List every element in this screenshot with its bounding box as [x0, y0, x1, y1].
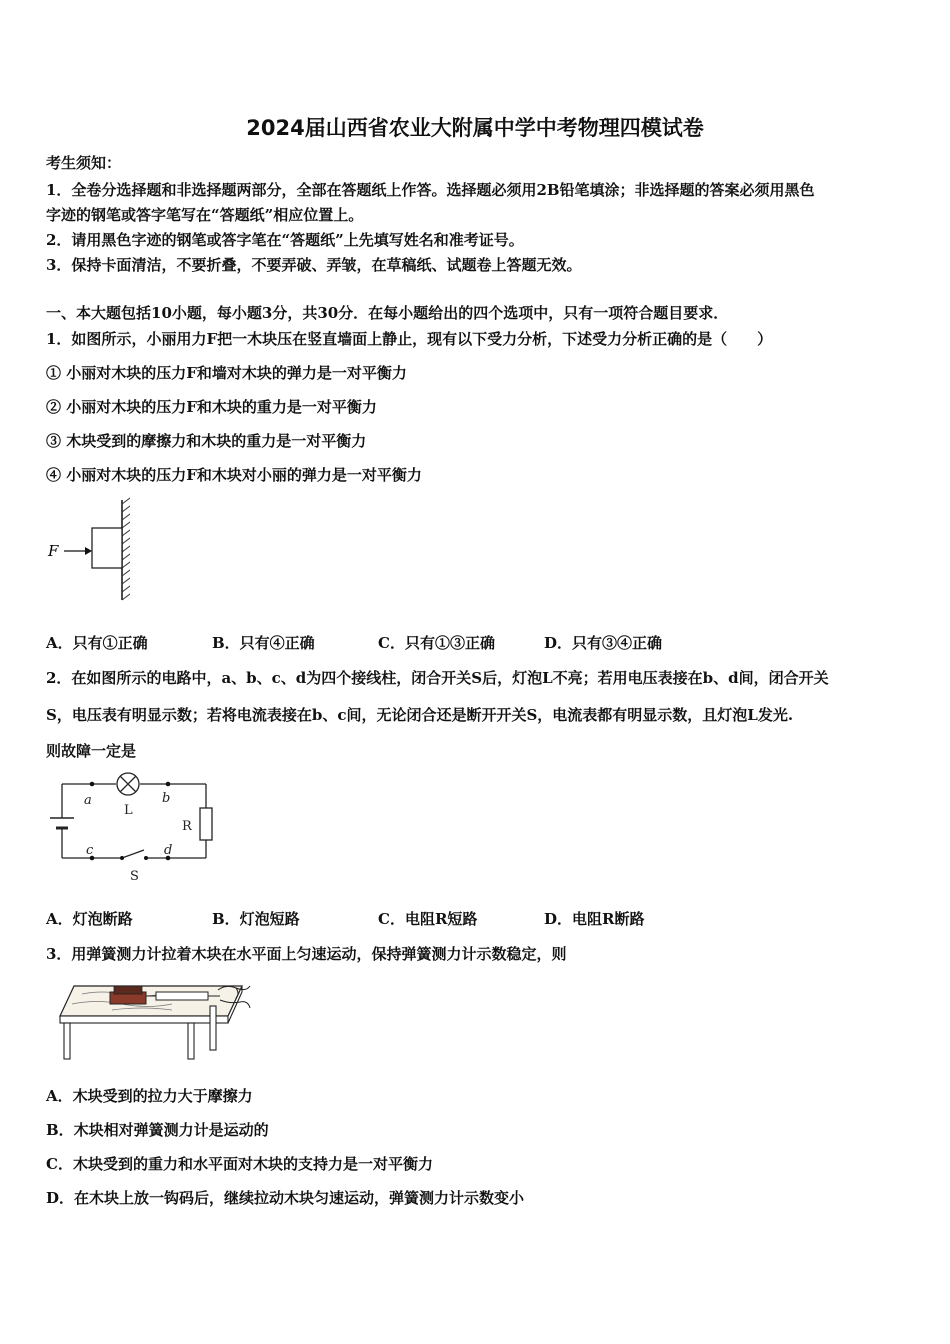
- q1-statement: ② 小丽对木块的压力F和木块的重力是一对平衡力: [46, 398, 377, 416]
- q3-option-b[interactable]: B．木块相对弹簧测力计是运动的: [46, 1121, 269, 1139]
- notice-item: 字迹的钢笔或答字笔写在“答题纸”相应位置上。: [46, 206, 364, 224]
- label-d: d: [164, 843, 173, 858]
- option-d[interactable]: D．电阻R断路: [544, 910, 645, 928]
- resistor-icon: [200, 808, 212, 840]
- q1-figure: [44, 496, 144, 604]
- label-c: c: [86, 843, 94, 858]
- q3-figure: [52, 976, 256, 1066]
- terminal-a: [90, 782, 95, 787]
- option-a[interactable]: A．只有①正确: [46, 634, 148, 652]
- option-b[interactable]: B．只有④正确: [212, 634, 315, 652]
- force-label: F: [48, 542, 59, 560]
- q2-circuit-figure: [44, 770, 216, 888]
- q1-statement: ③ 木块受到的摩擦力和木块的重力是一对平衡力: [46, 432, 367, 450]
- option-a[interactable]: A．灯泡断路: [46, 910, 133, 928]
- option-c[interactable]: C．电阻R短路: [378, 910, 478, 928]
- option-b[interactable]: B．灯泡短路: [212, 910, 300, 928]
- notice-item: 3．保持卡面清洁，不要折叠，不要弄破、弄皱，在草稿纸、试题卷上答题无效。: [46, 256, 582, 274]
- label-l: L: [124, 803, 133, 818]
- q1-stem: 1．如图所示，小丽用力F把一木块压在竖直墙面上静止，现有以下受力分析，下述受力分析正确的是（ ）: [46, 330, 773, 348]
- page-title: 2024届山西省农业大附属中学中考物理四模试卷: [246, 116, 704, 140]
- label-r: R: [182, 819, 192, 834]
- q3-option-c[interactable]: C．木块受到的重力和水平面对木块的支持力是一对平衡力: [46, 1155, 433, 1173]
- section-heading: 一、本大题包括10小题，每小题3分，共30分．在每小题给出的四个选项中，只有一项符合题目要求．: [46, 304, 729, 322]
- label-b: b: [162, 791, 171, 806]
- q1-statement: ④ 小丽对木块的压力F和木块对小丽的弹力是一对平衡力: [46, 466, 422, 484]
- q2-stem: 2．在如图所示的电路中，a、b、c、d为四个接线柱，闭合开关S后，灯泡L不亮；若用电压表接在b、d间，闭合开关: [46, 669, 829, 687]
- q3-option-d[interactable]: D．在木块上放一钩码后，继续拉动木块匀速运动，弹簧测力计示数变小: [46, 1189, 525, 1207]
- q2-options: [46, 908, 710, 929]
- q3-option-a[interactable]: A．木块受到的拉力大于摩擦力: [46, 1087, 253, 1105]
- spring-scale: [156, 992, 208, 1000]
- notice-item: 2．请用黑色字迹的钢笔或答字笔在“答题纸”上先填写姓名和准考证号。: [46, 231, 524, 249]
- q2-stem: 则故障一定是: [46, 742, 137, 760]
- q2-stem: S，电压表有明显示数；若将电流表接在b、c间，无论闭合还是断开开关S，电流表都有明显示数，且灯泡L发光.: [46, 706, 794, 724]
- label-a: a: [84, 793, 92, 808]
- option-d[interactable]: D．只有③④正确: [544, 634, 663, 652]
- q1-statement: ① 小丽对木块的压力F和墙对木块的弹力是一对平衡力: [46, 364, 407, 382]
- q1-options: [46, 632, 710, 653]
- option-c[interactable]: C．只有①③正确: [378, 634, 495, 652]
- label-s: S: [130, 869, 139, 884]
- terminal-b: [166, 782, 171, 787]
- notice-heading: 考生须知：: [46, 154, 122, 172]
- wood-block: [92, 528, 122, 568]
- notice-item: 1．全卷分选择题和非选择题两部分，全部在答题纸上作答。选择题必须用2B铅笔填涂；非选择题的答案必须用黑色: [46, 181, 815, 199]
- q3-stem: 3．用弹簧测力计拉着木块在水平面上匀速运动，保持弹簧测力计示数稳定，则: [46, 945, 567, 963]
